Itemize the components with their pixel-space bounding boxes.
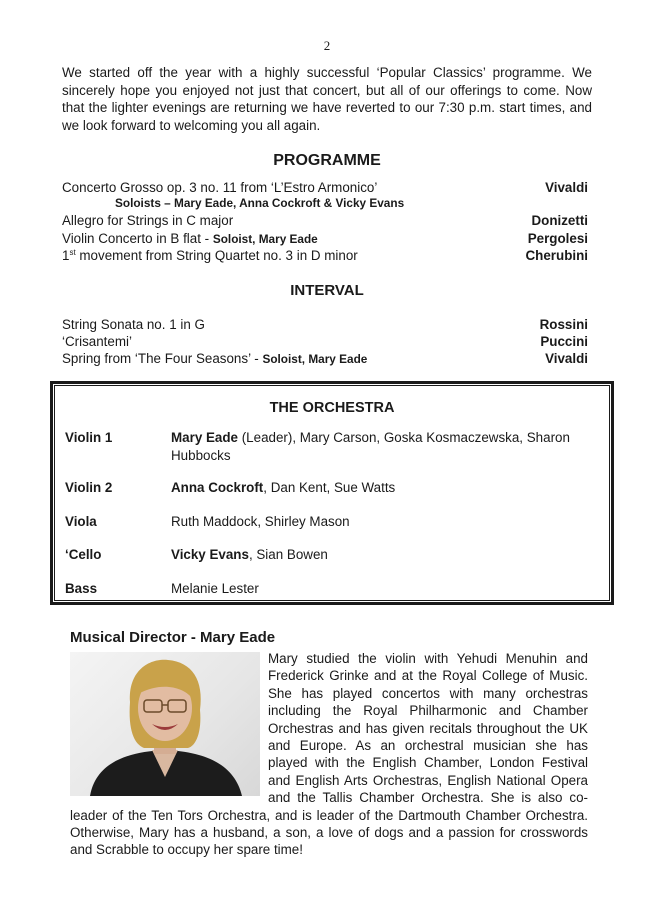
player-names bbox=[171, 546, 591, 564]
musical-director-heading: Musical Director - Mary Eade bbox=[70, 629, 276, 646]
other-players: (Leader), Mary Carson, Goska Kosmaczewska, Sharon Hubbocks bbox=[171, 430, 570, 463]
piece-title: Allegro for Strings in C major bbox=[62, 213, 234, 228]
composer-name: Cherubini bbox=[525, 248, 588, 263]
movement-number: 1 bbox=[62, 248, 70, 263]
piece-title: Concerto Grosso op. 3 no. 11 from ‘L’Estro Armonico’ bbox=[62, 180, 378, 195]
programme-item bbox=[62, 316, 588, 334]
composer-name: Pergolesi bbox=[527, 231, 588, 246]
piece-title-group bbox=[62, 230, 318, 248]
piece-title: String Sonata no. 1 in G bbox=[62, 317, 205, 332]
composer-name: Vivaldi bbox=[545, 180, 588, 195]
composer-name: Puccini bbox=[540, 334, 588, 349]
piece-title: movement from String Quartet no. 3 in D minor bbox=[75, 248, 358, 263]
orchestra-box bbox=[50, 381, 614, 605]
other-players: Melanie Lester bbox=[171, 581, 259, 596]
biography-text: Mary studied the violin with Yehudi Menuhin and Frederick Grinke and at the Royal College of Music. She has played concertos with many orchestras including the Royal Philharmonic and Chamber Orchestras and has given recitals throughout the UK and Europe. As an orchestral musician she has played with the English Chamber, London Festival and English Arts Orchestras, English National Opera and the Tallis Chamber Orchestra. She is also co-leader of the Ten Tors Orchestra, and is leader of the Dartmouth Chamber Orchestra. Otherwise, Mary has a husband, a son, a love of dogs and a passion for crosswords and Scrabble to occupy her spare time! bbox=[70, 651, 588, 858]
piece-title: ‘Crisantemi’ bbox=[62, 334, 132, 349]
soloists-line: Soloists – Mary Eade, Anna Cockroft & Vicky Evans bbox=[115, 196, 405, 210]
programme-heading: PROGRAMME bbox=[273, 152, 381, 169]
programme-item bbox=[62, 179, 588, 197]
section-name: Viola bbox=[65, 514, 97, 529]
soloist-name: Soloist, Mary Eade bbox=[262, 352, 368, 366]
other-players: , Sian Bowen bbox=[248, 547, 328, 562]
piece-title: Violin Concerto in B flat - bbox=[62, 231, 213, 246]
programme-item bbox=[62, 212, 588, 230]
programme-item bbox=[62, 350, 588, 368]
orchestra-heading: THE ORCHESTRA bbox=[269, 400, 395, 416]
page-number: 2 bbox=[323, 38, 331, 53]
section-name: Bass bbox=[65, 581, 98, 596]
composer-name: Vivaldi bbox=[545, 351, 588, 366]
lead-player: Vicky Evans bbox=[171, 547, 249, 562]
ordinal-suffix: st bbox=[69, 248, 76, 257]
programme-item bbox=[62, 333, 588, 351]
section-name: ‘Cello bbox=[65, 547, 102, 562]
intro-paragraph: We started off the year with a highly successful ‘Popular Classics’ programme. We sincerely hope you enjoyed not just that concert, but all of our offerings to come. Now that the lighter evenings are returning we have reverted to our 7:30 p.m. start times, and we look forward to welcoming you all again. bbox=[62, 65, 592, 133]
biography-block bbox=[70, 650, 588, 859]
player-names bbox=[171, 429, 591, 464]
composer-name: Donizetti bbox=[531, 213, 588, 228]
piece-title-group bbox=[62, 350, 367, 368]
other-players: , Dan Kent, Sue Watts bbox=[263, 480, 396, 495]
lead-player: Anna Cockroft bbox=[171, 480, 264, 495]
piece-title: Spring from ‘The Four Seasons’ - bbox=[62, 351, 263, 366]
section-name: Violin 2 bbox=[65, 480, 113, 495]
player-names bbox=[171, 479, 591, 497]
lead-player: Mary Eade bbox=[171, 430, 238, 445]
programme-item bbox=[62, 230, 588, 248]
interval-heading: INTERVAL bbox=[290, 282, 364, 299]
section-name: Violin 1 bbox=[65, 430, 113, 445]
other-players: Ruth Maddock, Shirley Mason bbox=[171, 514, 350, 529]
composer-name: Rossini bbox=[539, 317, 588, 332]
soloist-name: Soloist, Mary Eade bbox=[212, 232, 318, 246]
piece-title-group bbox=[62, 247, 358, 265]
photo-spacer bbox=[70, 650, 268, 798]
player-names bbox=[171, 580, 591, 598]
player-names bbox=[171, 513, 591, 531]
programme-item bbox=[62, 247, 588, 265]
